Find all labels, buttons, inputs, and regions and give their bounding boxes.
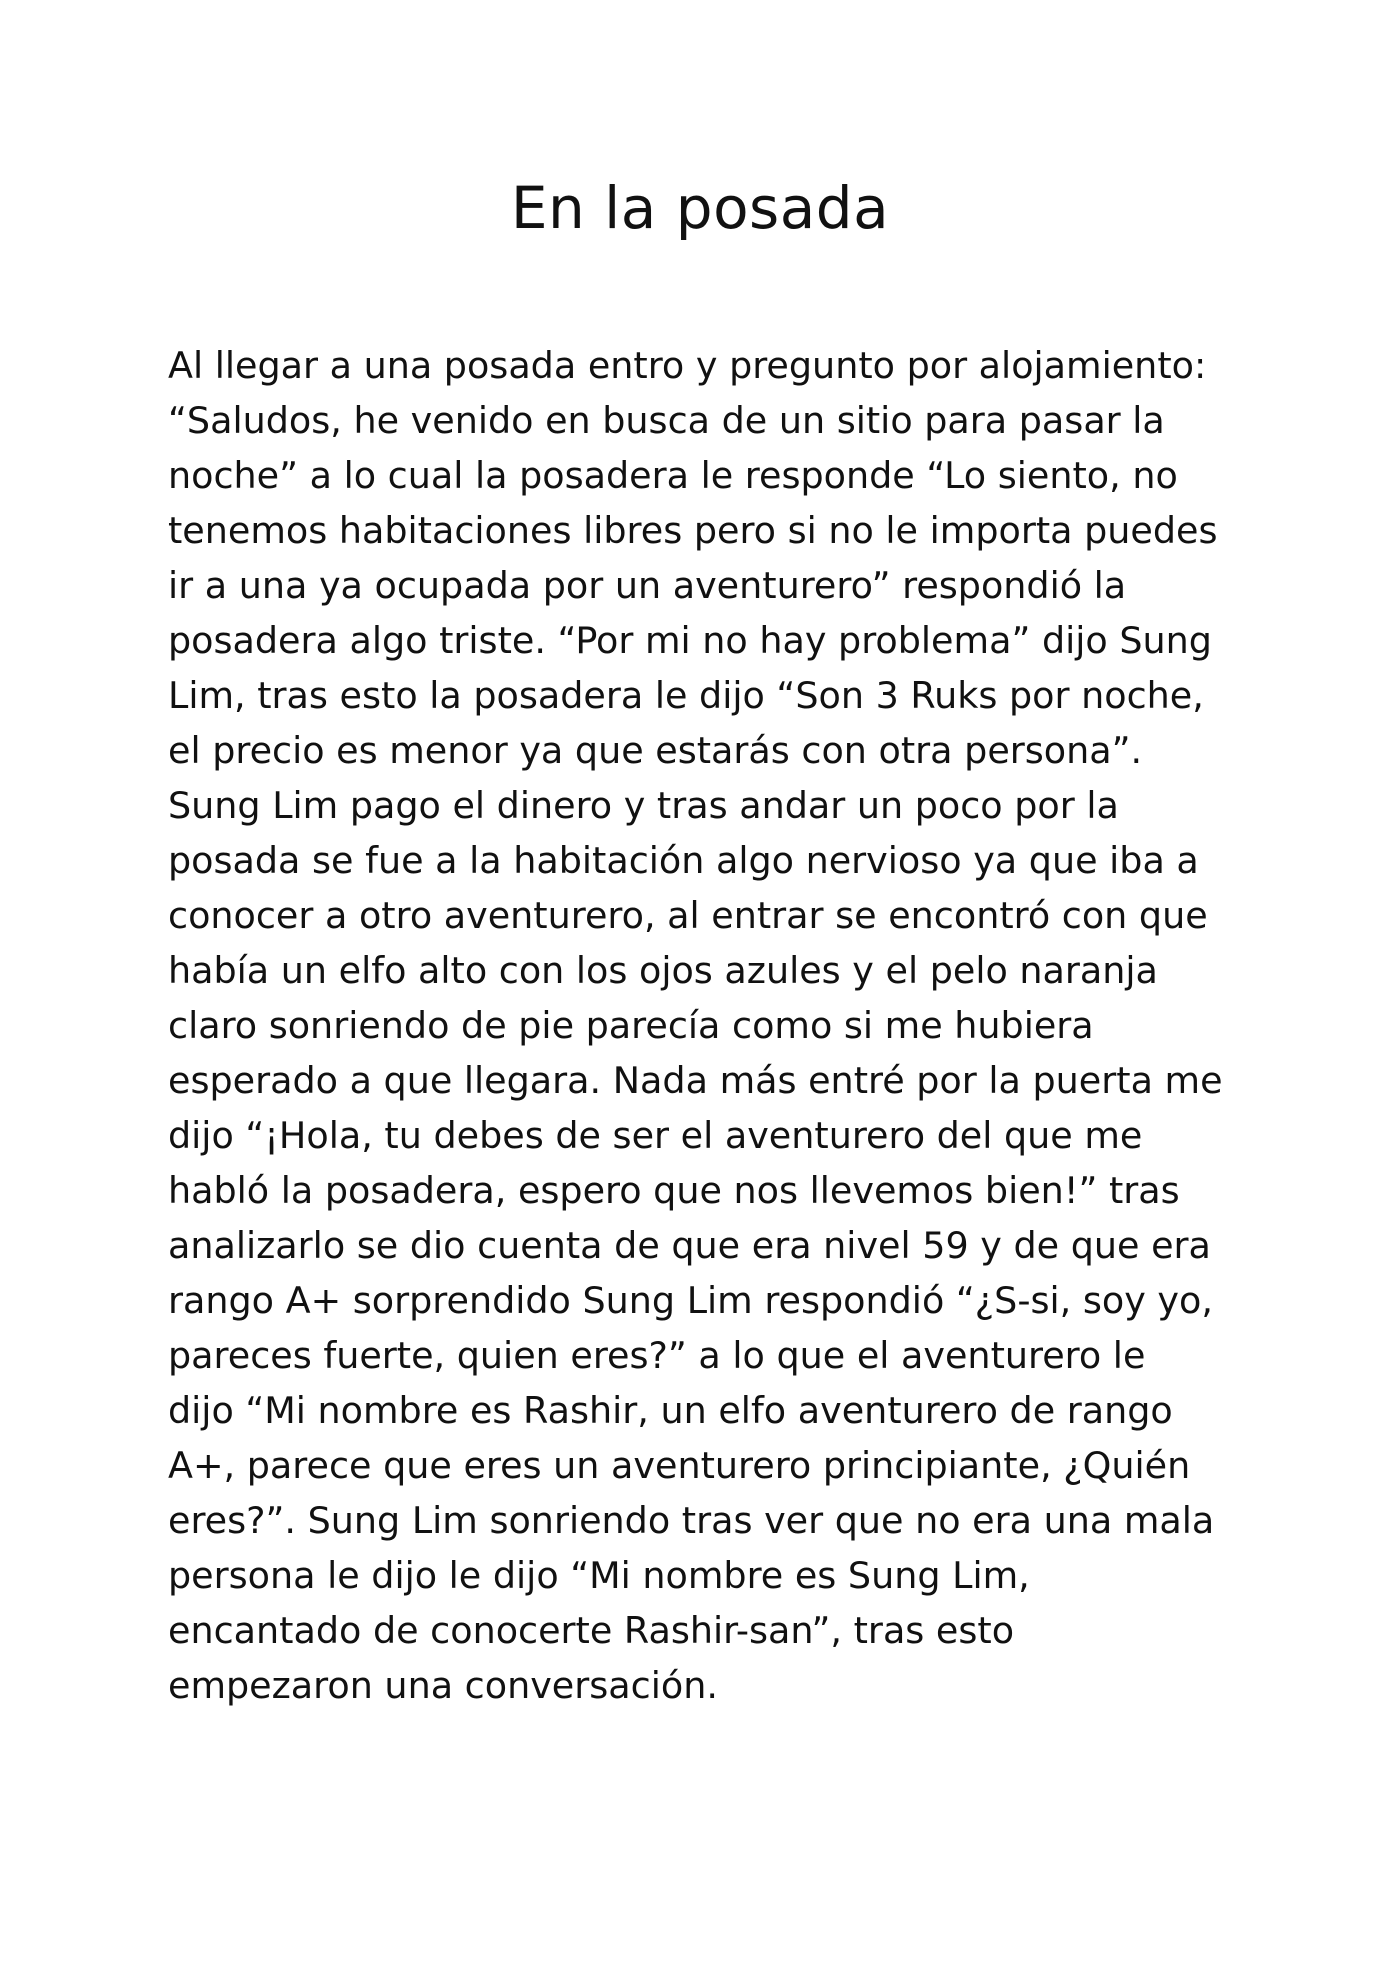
paragraph-line: noche” a lo cual la posadera le responde “Lo siento, no <box>168 454 1178 497</box>
paragraph-line: claro sonriendo de pie parecía como si me hubiera <box>168 1004 1094 1047</box>
paragraph-line: encantado de conocerte Rashir-san”, tras esto <box>168 1609 1015 1652</box>
paragraph-line: ir a una ya ocupada por un aventurero” respondió la <box>168 564 1127 607</box>
page-title: En la posada <box>510 174 890 242</box>
paragraph-line: habló la posadera, espero que nos llevemos bien!” tras <box>168 1169 1180 1212</box>
paragraph-line: “Saludos, he venido en busca de un sitio para pasar la <box>168 399 1165 442</box>
paragraph-line: conocer a otro aventurero, al entrar se encontró con que <box>168 894 1208 937</box>
paragraph-line: el precio es menor ya que estarás con otra persona”. <box>168 729 1143 772</box>
story-paragraph <box>168 338 1248 1713</box>
paragraph-line: Sung Lim pago el dinero y tras andar un poco por la <box>168 784 1119 827</box>
paragraph-line: esperado a que llegara. Nada más entré por la puerta me <box>168 1059 1223 1102</box>
paragraph-line: tenemos habitaciones libres pero si no le importa puedes <box>168 509 1218 552</box>
paragraph-line: posadera algo triste. “Por mi no hay problema” dijo Sung <box>168 619 1212 662</box>
paragraph-line: rango A+ sorprendido Sung Lim respondió “¿S-si, soy yo, <box>168 1279 1213 1322</box>
paragraph-line: posada se fue a la habitación algo nervioso ya que iba a <box>168 839 1199 882</box>
paragraph-line: Al llegar a una posada entro y pregunto por alojamiento: <box>168 344 1207 387</box>
paragraph-line: eres?”. Sung Lim sonriendo tras ver que no era una mala <box>168 1499 1215 1542</box>
paragraph-line: había un elfo alto con los ojos azules y el pelo naranja <box>168 949 1158 992</box>
paragraph-line: analizarlo se dio cuenta de que era nivel 59 y de que era <box>168 1224 1211 1267</box>
paragraph-line: A+, parece que eres un aventurero principiante, ¿Quién <box>168 1444 1191 1487</box>
paragraph-line: persona le dijo le dijo “Mi nombre es Sung Lim, <box>168 1554 1030 1597</box>
paragraph-line: Lim, tras esto la posadera le dijo “Son 3 Ruks por noche, <box>168 674 1204 717</box>
paragraph-line: empezaron una conversación. <box>168 1664 718 1707</box>
paragraph-line: dijo “¡Hola, tu debes de ser el aventurero del que me <box>168 1114 1143 1157</box>
paragraph-line: dijo “Mi nombre es Rashir, un elfo aventurero de rango <box>168 1389 1173 1432</box>
paragraph-line: pareces fuerte, quien eres?” a lo que el aventurero le <box>168 1334 1146 1377</box>
